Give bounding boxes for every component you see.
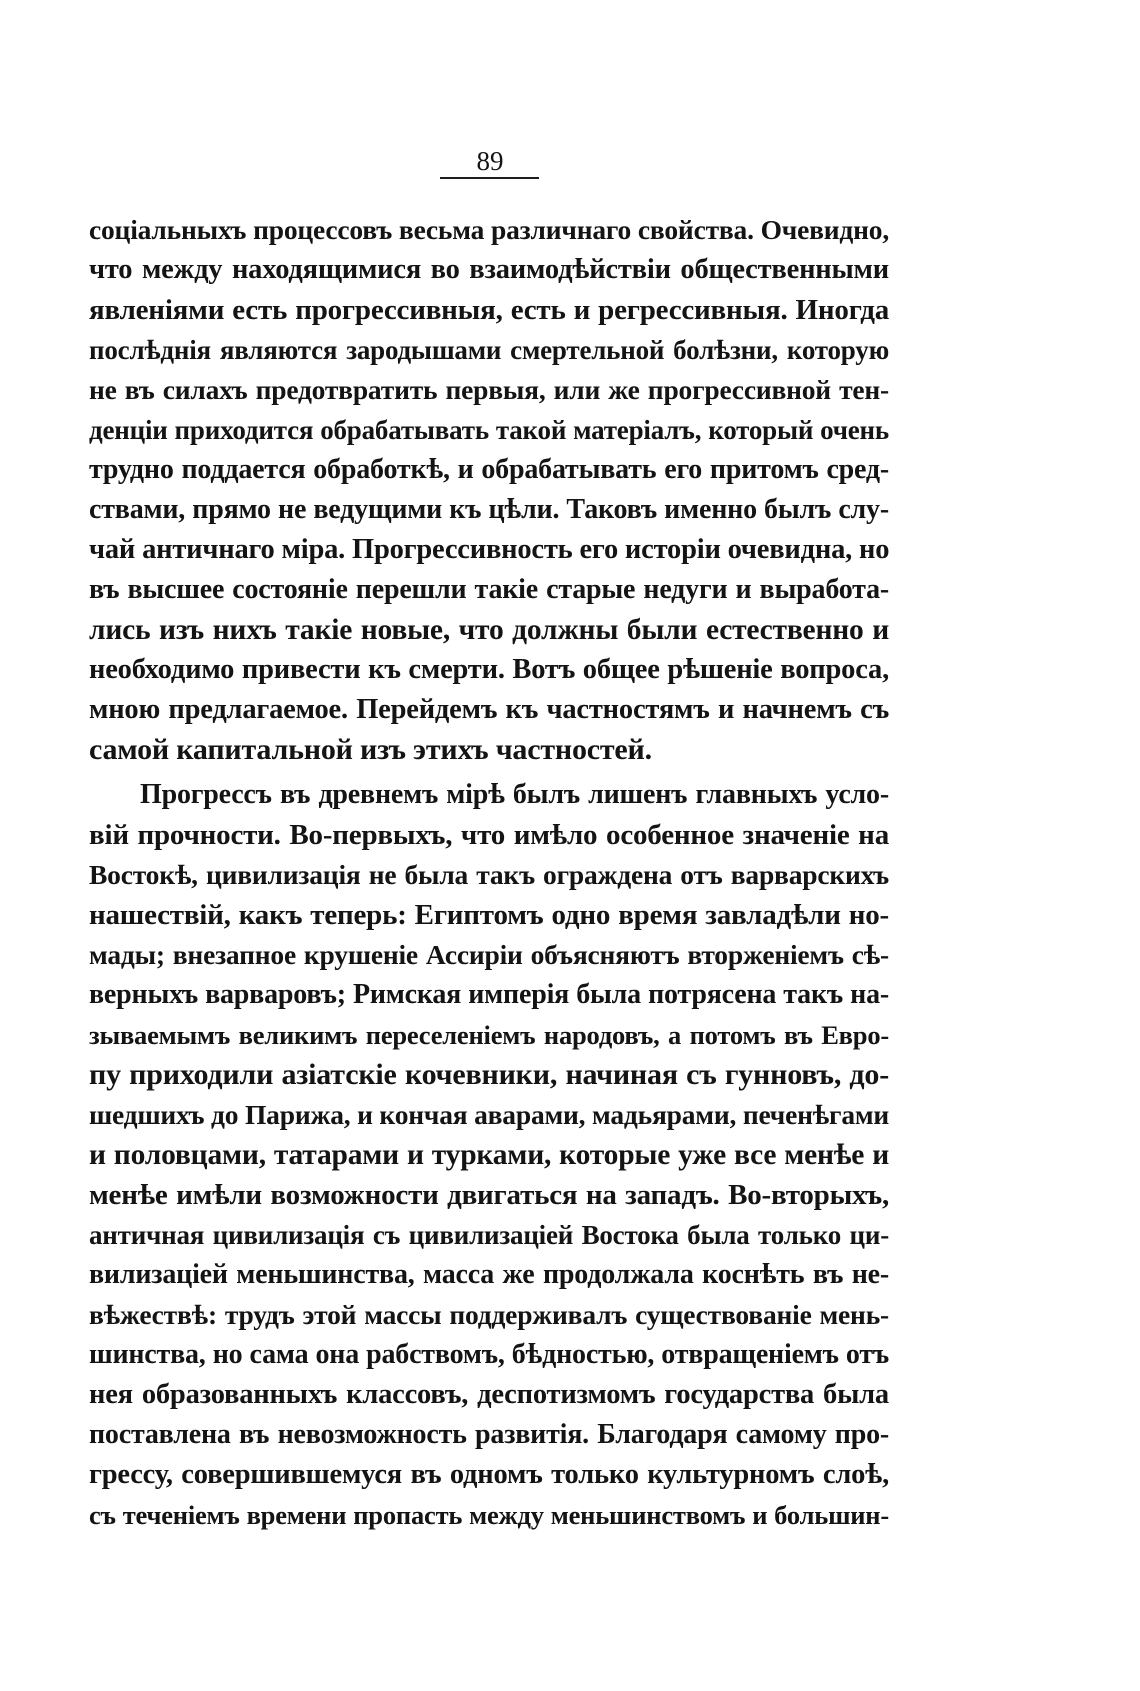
text-line: вилизаціей меньшинства, масса же продолжала коснѣть въ не- — [89, 1259, 889, 1290]
text-line: съ теченіемъ времени пропасть между меньшинствомъ и большин- — [89, 1500, 889, 1530]
text-line: необходимо привести къ смерти. Вотъ общее рѣшеніе вопроса, — [89, 654, 889, 685]
paragraph-2 — [89, 775, 889, 1535]
text-line: чай античнаго міра. Прогрессивность его исторіи очевидна, но — [89, 534, 890, 565]
text-line: послѣднія являются зародышами смертельной болѣзни, которую — [89, 335, 889, 365]
text-line: грессу, совершившемуся въ одномъ только культурномъ слоѣ, — [89, 1459, 889, 1490]
text-line: мады; внезапное крушеніе Ассиріи объясняютъ вторженіемъ сѣ- — [89, 939, 889, 970]
text-line: лись изъ нихъ такіе новые, что должны были естественно и — [89, 614, 889, 646]
page-number: 89 — [476, 146, 504, 176]
text-line: нашествій, какъ теперь: Египтомъ одно время завладѣли но- — [89, 899, 889, 931]
text-line: зываемымъ великимъ переселеніемъ народовъ, а потомъ въ Евро- — [89, 1020, 889, 1050]
text-line: вій прочности. Во-первыхъ, что имѣло особенное значеніе на — [89, 819, 889, 851]
text-line: верныхъ варваровъ; Римская имперія была потрясена такъ на- — [89, 979, 889, 1010]
text-line: явленіями есть прогрессивныя, есть и регрессивныя. Иногда — [89, 294, 889, 326]
text-line: въ высшее состояніе перешли такіе старые недуги и выработа- — [89, 574, 889, 605]
text-line: вѣжествѣ: трудъ этой массы поддерживалъ существованіе мень- — [89, 1299, 889, 1330]
paragraph-1 — [89, 210, 889, 770]
text-line: не въ силахъ предотвратить первыя, или же прогрессивной тен- — [89, 374, 889, 405]
text-line: Прогрессъ въ древнемъ мірѣ былъ лишенъ главныхъ усло- — [140, 779, 889, 810]
text-line: пу приходили азіатскіе кочевники, начиная съ гунновъ, до- — [89, 1058, 889, 1091]
text-line: Востокѣ, цивилизація не была такъ ограждена отъ варварскихъ — [89, 859, 889, 890]
text-line: античная цивилизація съ цивилизаціей Востока была только ци- — [89, 1220, 889, 1250]
text-line: что между находящимися во взаимодѣйствіи общественными — [89, 254, 889, 285]
text-line: денціи приходится обрабатывать такой матеріалъ, который очень — [89, 415, 889, 445]
text-line: самой капитальной изъ этихъ частностей. — [89, 733, 652, 766]
text-line: поставлена въ невозможность развитія. Благодаря самому про- — [89, 1419, 889, 1450]
page-number-rule — [440, 177, 539, 179]
text-line: шедшихъ до Парижа, и кончая аварами, мадьярами, печенѣгами — [89, 1099, 890, 1130]
text-line: ствами, прямо не ведущими къ цѣли. Таковъ именно былъ слу- — [89, 494, 889, 525]
text-line: и половцами, татарами и турками, которые уже все менѣе и — [89, 1139, 889, 1171]
text-line: шинства, но сама она рабствомъ, бѣдностью, отвращеніемъ отъ — [89, 1339, 889, 1370]
text-line: соціальныхъ процессовъ весьма различнаго свойства. Очевидно, — [89, 214, 889, 245]
text-line: менѣе имѣли возможности двигаться на западъ. Во-вторыхъ, — [89, 1179, 889, 1211]
text-line: трудно поддается обработкѣ, и обрабатывать его притомъ сред- — [89, 454, 889, 485]
text-line: мною предлагаемое. Перейдемъ къ частностямъ и начнемъ съ — [89, 694, 889, 725]
text-line: нея образованныхъ классовъ, деспотизмомъ государства была — [89, 1379, 889, 1410]
body-text — [89, 210, 889, 1535]
